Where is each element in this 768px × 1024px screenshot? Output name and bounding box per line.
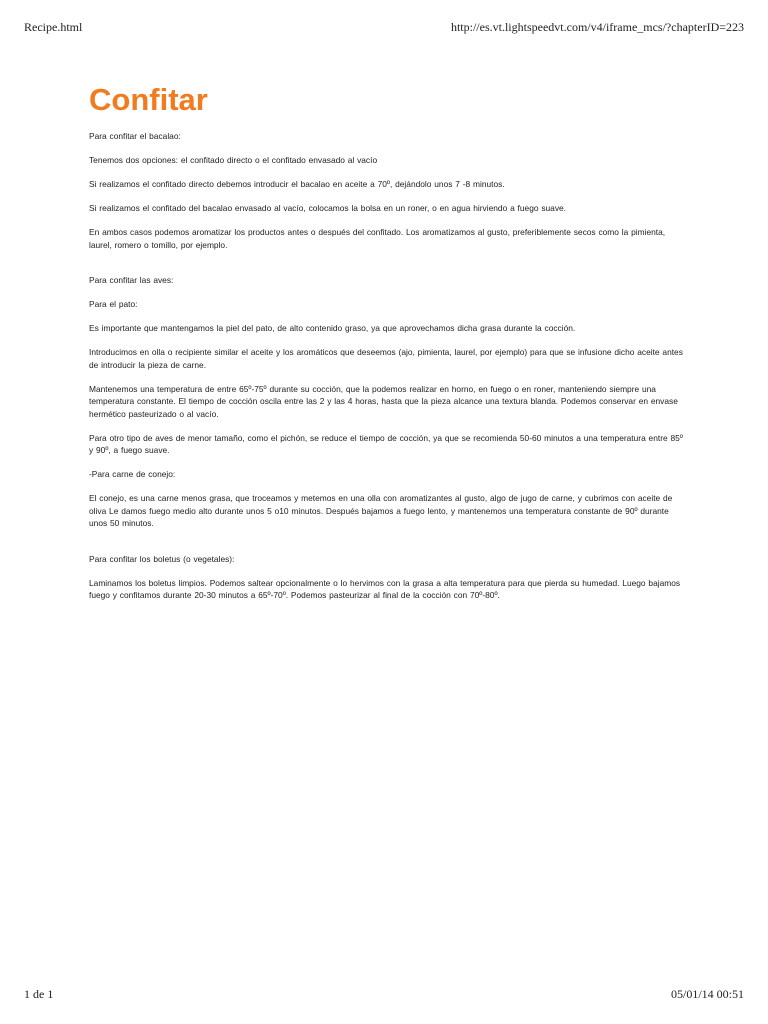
paragraph: El conejo, es una carne menos grasa, que troceamos y metemos en una olla con aromatizantes al gusto, algo de jugo de carne, y cubrimos con aceite de oliva Le damos fuego medio alto durante unos 5 o10 minutos. Después bajamos a fuego lento, y mantenemos una temperatura constante de 90º durante unos 50 minutos. [89,493,673,528]
paragraph: Si realizamos el confitado del bacalao envasado al vacío, colocamos la bolsa en un roner, o en agua hirviendo a fuego suave. [89,203,567,213]
paragraph: Tenemos dos opciones: el confitado directo o el confitado envasado al vacío [89,155,378,165]
print-header-url: http://es.vt.lightspeedvt.com/v4/iframe_mcs/?chapterID=223 [450,20,744,34]
paragraph: Laminamos los boletus limpios. Podemos saltear opcionalmente o lo hervimos con la grasa a alta temperatura para que pierda su humedad. Luego bajamos fuego y confitamos durante 20-30 minutos a 65º-70º. Podemos pasteurizar al final de la cocción con 70º-80º. [89,577,681,600]
subsection-heading: Para el pato: [89,299,138,309]
paragraph: Introducimos en olla o recipiente similar el aceite y los aromáticos que deseemos (ajo, pimienta, laurel, por ejemplo) para que se infusione dicho aceite antes de introducir la pieza de carne. [89,347,683,370]
paragraph: Para otro tipo de aves de menor tamaño, como el pichón, se reduce el tiempo de cocción, ya que se recomienda 50-60 minutos a una temperatura entre 85º y 90º, a fuego suave. [89,432,683,455]
paragraph: Si realizamos el confitado directo debemos introducir el bacalao en aceite a 70º, dejándolo unos 7 -8 minutos. [89,179,505,189]
recipe-content [89,80,685,602]
section-heading: Para confitar los boletus (o vegetales): [89,553,235,564]
section-heading: Para confitar las aves: [89,275,174,285]
paragraph: Mantenemos una temperatura de entre 65º-75º durante su cocción, que la podemos realizar en horno, en fuego o en roner, manteniendo siempre una temperatura constante. El tiempo de cocción oscila entre las 2 y las 4 horas, hasta que la pieza alcance una textura blanda. Podemos conservar en envase hermético pasteurizado o al vacío. [89,383,678,419]
subsection-heading: -Para carne de conejo: [89,469,176,479]
page-title: Confitar [89,82,208,117]
print-footer-page: 1 de 1 [24,987,54,1001]
print-header-title: Recipe.html [24,20,83,34]
paragraph: Para confitar el bacalao: [89,131,181,141]
print-footer-datetime: 05/01/14 00:51 [670,987,744,1001]
paragraph: Es importante que mantengamos la piel del pato, de alto contenido graso, ya que aprovechamos dicha grasa durante la cocción. [89,323,576,333]
paragraph: En ambos casos podemos aromatizar los productos antes o después del confitado. Los aromatizamos al gusto, preferiblemente secos como la pimienta, laurel, romero o tomillo, por ejemplo. [89,227,666,250]
